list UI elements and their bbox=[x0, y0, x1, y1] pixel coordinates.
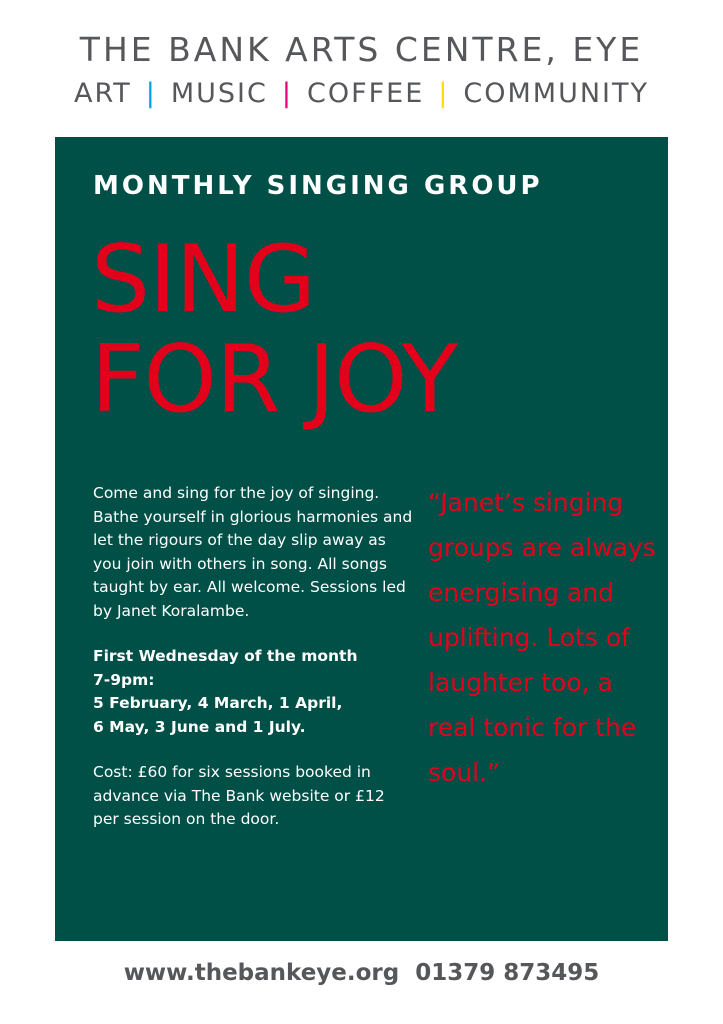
event-panel bbox=[55, 137, 668, 941]
tagline-art: ART bbox=[73, 78, 132, 109]
dates-line: 7-9pm: bbox=[93, 670, 155, 689]
dates-line: First Wednesday of the month bbox=[93, 647, 358, 665]
event-headline bbox=[91, 225, 458, 433]
phone-number: 01379 873495 bbox=[415, 960, 600, 986]
footer-contact bbox=[0, 960, 723, 986]
tagline bbox=[0, 78, 723, 109]
tagline-music: MUSIC bbox=[170, 78, 268, 109]
event-dates bbox=[93, 645, 413, 739]
tagline-community: COMMUNITY bbox=[463, 78, 649, 109]
headline-line-1: SING bbox=[91, 225, 316, 333]
headline-line-2: FOR JOY bbox=[91, 325, 458, 433]
event-cost: Cost: £60 for six sessions booked in advance via The Bank website or £12 per session on the door. bbox=[93, 763, 385, 828]
tagline-coffee: COFFEE bbox=[306, 78, 425, 109]
website-link[interactable]: www.thebankeye.org bbox=[123, 960, 400, 986]
dates-line: 5 February, 4 March, 1 April, bbox=[93, 694, 343, 712]
event-details bbox=[93, 482, 413, 832]
event-description: Come and sing for the joy of singing. Bathe yourself in glorious harmonies and let the rigours of the day slip away as you join with others in song. All songs taught by ear. All welcome. Sessions led by Janet Koralambe. bbox=[93, 484, 413, 620]
dates-line: 6 May, 3 June and 1 July. bbox=[93, 717, 306, 736]
page-title: THE BANK ARTS CENTRE, EYE bbox=[79, 30, 644, 69]
tagline-separator: | bbox=[281, 78, 293, 109]
tagline-separator: | bbox=[438, 78, 450, 109]
event-subtitle: MONTHLY SINGING GROUP bbox=[93, 171, 543, 201]
testimonial-quote: “Janet’s singing groups are always energising and uplifting. Lots of laughter too, a real tonic for the soul.” bbox=[428, 488, 656, 787]
tagline-separator: | bbox=[145, 78, 157, 109]
